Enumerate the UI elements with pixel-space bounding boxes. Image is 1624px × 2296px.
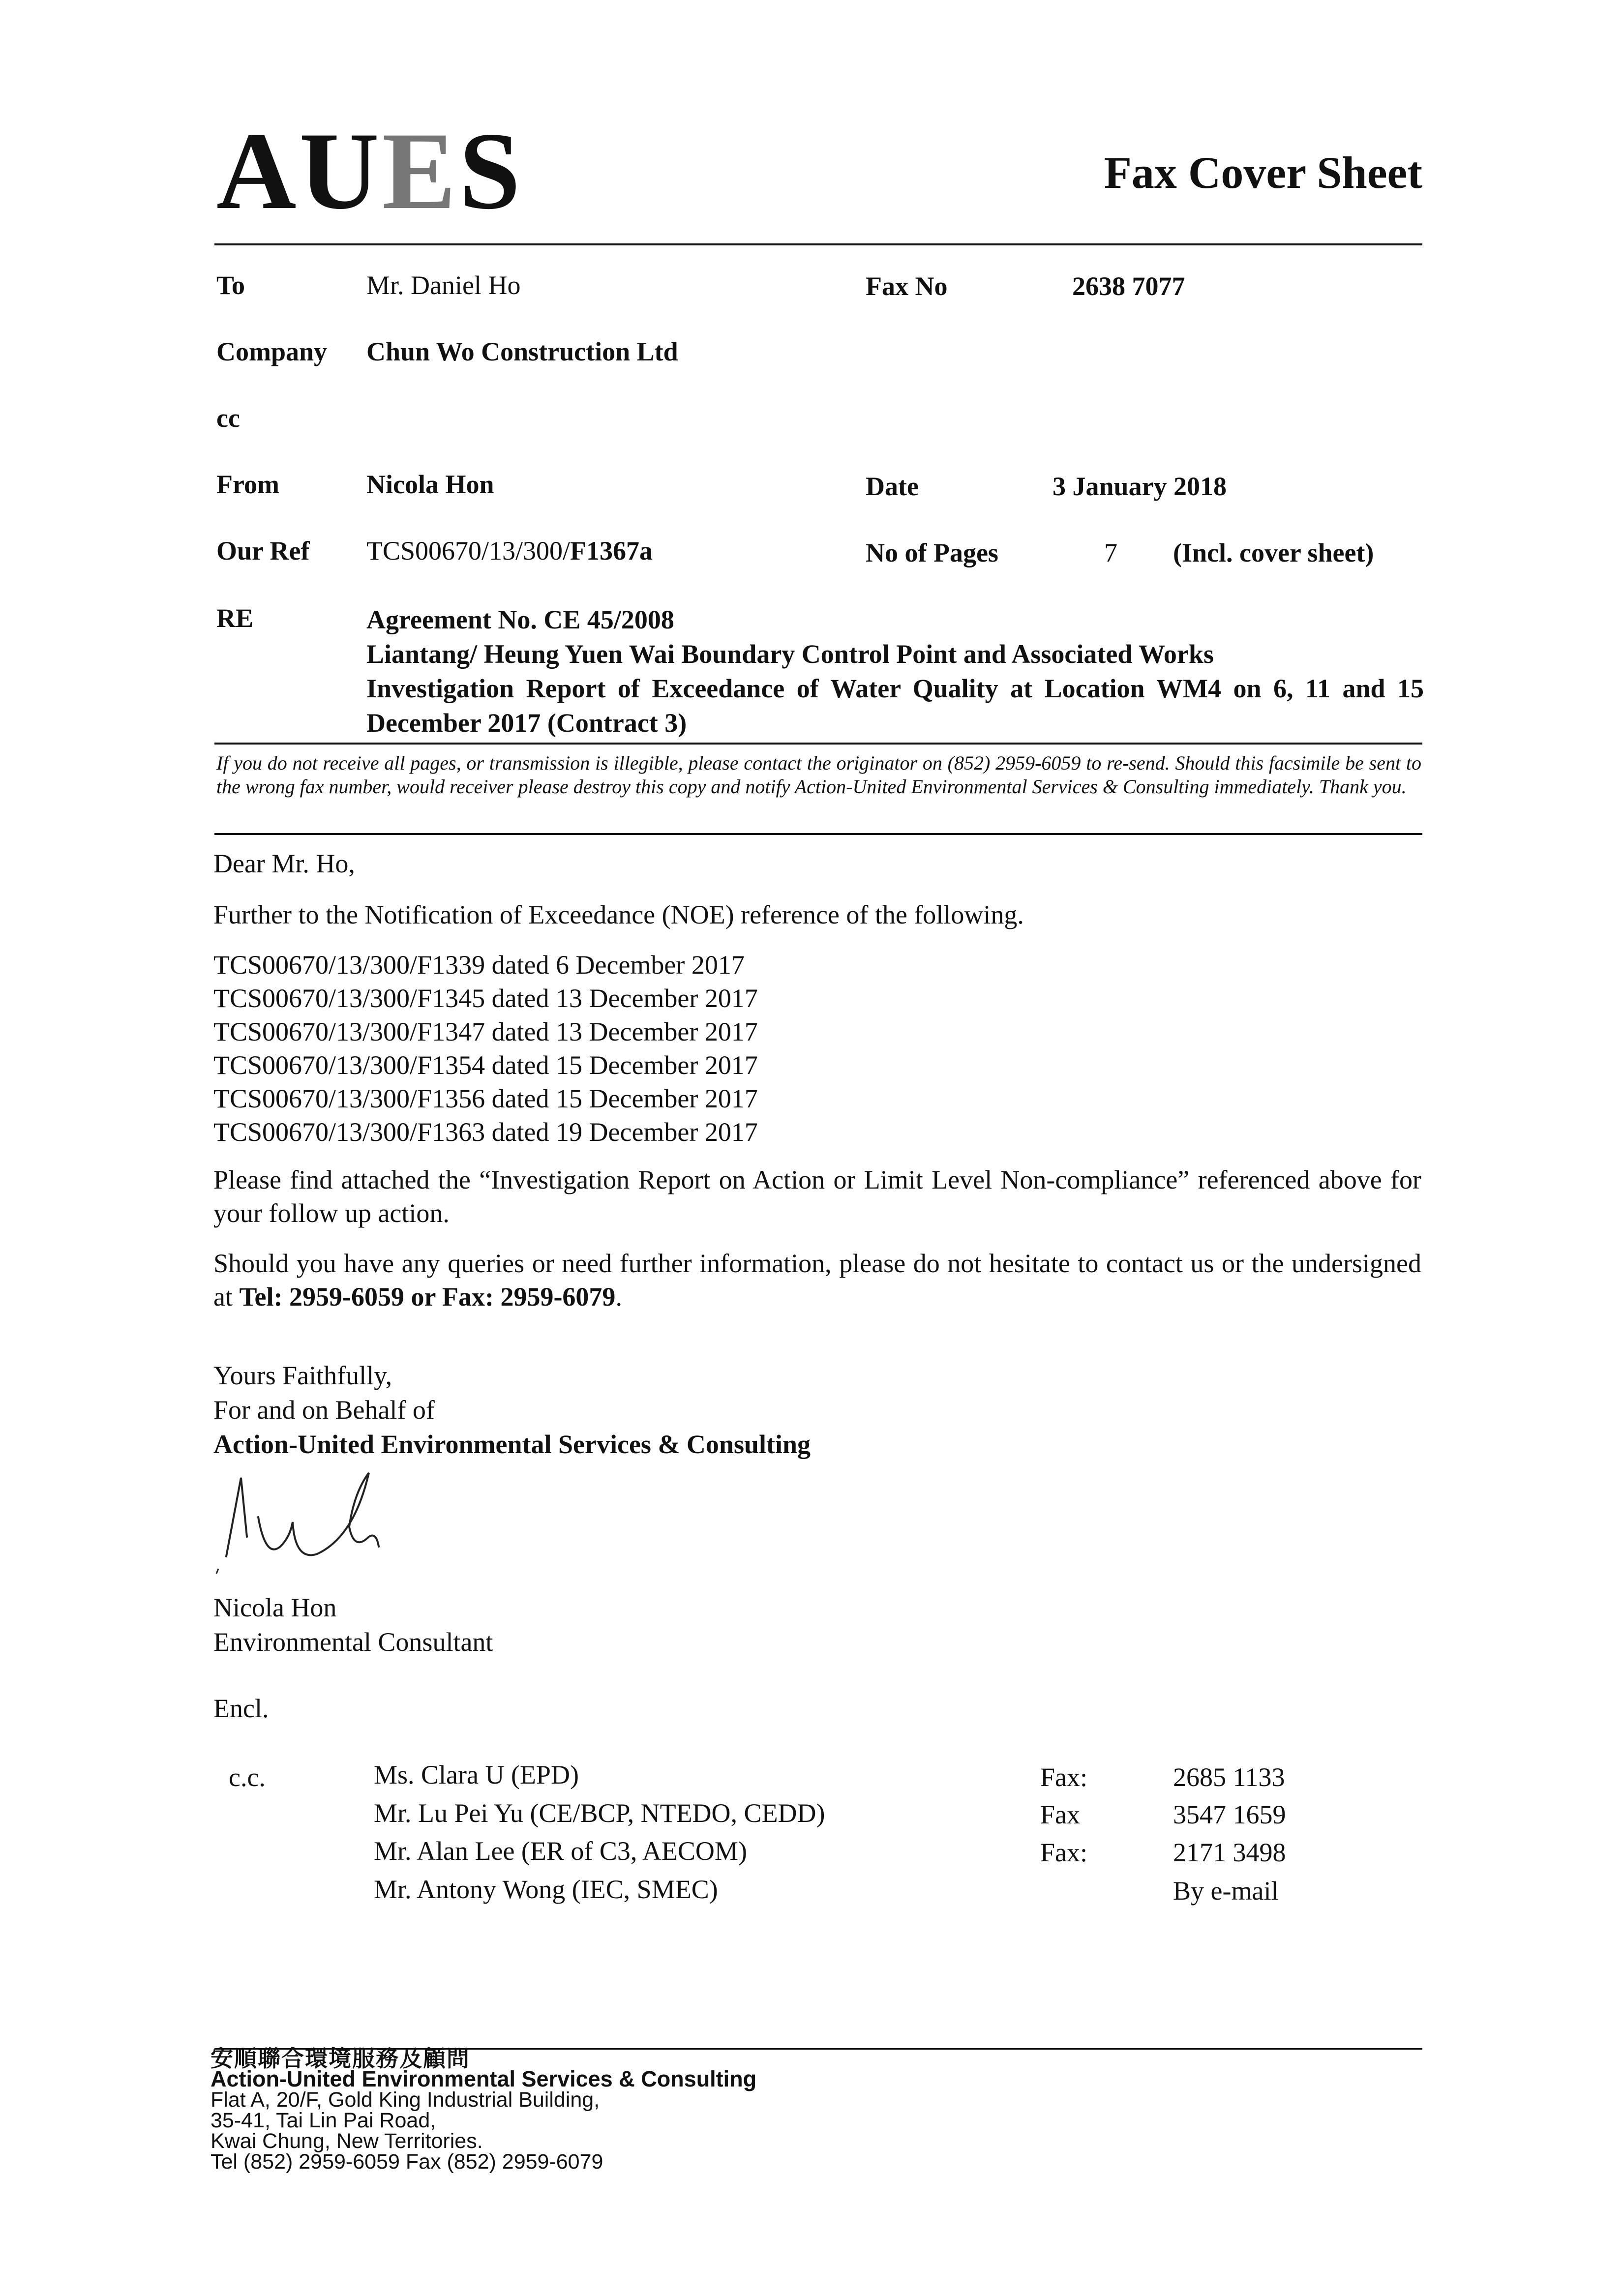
- organisation-name: Action-United Environmental Services & Consulting: [213, 1430, 811, 1459]
- intro-paragraph: Further to the Notification of Exceedance (NOE) reference of the following.: [213, 900, 1024, 929]
- our-ref-label: Our Ref: [216, 536, 310, 566]
- re-line-agreement: Agreement No. CE 45/2008: [366, 605, 674, 634]
- fax-no-value: 2638 7077: [1072, 271, 1185, 301]
- pages-note: (Incl. cover sheet): [1173, 538, 1374, 567]
- pages-value: 7: [1104, 538, 1117, 567]
- cc-label: cc: [216, 403, 240, 433]
- pages-label: No of Pages: [866, 538, 998, 567]
- salutation: Dear Mr. Ho,: [213, 849, 355, 878]
- re-line-project: Liantang/ Heung Yuen Wai Boundary Control Point and Associated Works: [366, 639, 1214, 669]
- cc-fax-number: 3547 1659: [1173, 1800, 1286, 1829]
- cc-name: Ms. Clara U (EPD): [374, 1760, 579, 1789]
- reference-item: TCS00670/13/300/F1354 dated 15 December 2017: [213, 1050, 758, 1080]
- footer-address-line: 35-41, Tai Lin Pai Road,: [211, 2109, 436, 2132]
- to-label: To: [216, 270, 245, 300]
- contact-paragraph: Should you have any queries or need further information, please do not hesitate to contact us or the undersigned at Tel: 2959-6059 or Fax: 2959-6079.: [213, 1249, 1421, 1312]
- to-value: Mr. Daniel Ho: [366, 270, 521, 300]
- cc-fax-label: Fax: [1040, 1800, 1080, 1829]
- cc-fax-label: Fax:: [1040, 1762, 1088, 1792]
- reference-item: TCS00670/13/300/F1347 dated 13 December 2017: [213, 1017, 758, 1046]
- cc-name: Mr. Lu Pei Yu (CE/BCP, NTEDO, CEDD): [374, 1798, 825, 1828]
- fax-no-label: Fax No: [866, 271, 948, 301]
- footer-chinese-name: 安順聯合環境服務及顧問: [211, 2046, 470, 2071]
- reference-item: TCS00670/13/300/F1339 dated 6 December 2017: [213, 950, 745, 980]
- re-subject: [366, 602, 1424, 740]
- our-ref-value: TCS00670/13/300/F1367a: [366, 536, 653, 566]
- reference-item: TCS00670/13/300/F1345 dated 13 December 2017: [213, 984, 758, 1013]
- company-label: Company: [216, 337, 328, 366]
- from-label: From: [216, 470, 279, 499]
- footer-company-name: Action-United Environmental Services & Consulting: [211, 2066, 757, 2091]
- footer-contact-line: Tel (852) 2959-6059 Fax (852) 2959-6079: [211, 2150, 603, 2174]
- footer-address-line: Kwai Chung, New Territories.: [211, 2129, 483, 2153]
- closing: Yours Faithfully,: [213, 1361, 392, 1390]
- disclaimer-bottom-divider: [214, 833, 1422, 835]
- header-divider: [214, 243, 1422, 245]
- cc-name: Mr. Antony Wong (IEC, SMEC): [374, 1875, 718, 1904]
- cc-fax-number: 2171 3498: [1173, 1838, 1286, 1867]
- cc-delivery-method: By e-mail: [1173, 1876, 1279, 1906]
- from-value: Nicola Hon: [366, 470, 494, 499]
- cc-name: Mr. Alan Lee (ER of C3, AECOM): [374, 1836, 747, 1866]
- reference-list: [213, 948, 758, 1149]
- attachment-paragraph: Please find attached the “Investigation Report on Action or Limit Level Non-compliance” referenced above for your follow up action.: [213, 1165, 1421, 1228]
- date-label: Date: [866, 472, 919, 501]
- page-title: Fax Cover Sheet: [1104, 148, 1422, 198]
- company-value: Chun Wo Construction Ltd: [366, 337, 678, 366]
- on-behalf-line: For and on Behalf of: [213, 1395, 435, 1425]
- signer-title: Environmental Consultant: [213, 1627, 493, 1657]
- date-value: 3 January 2018: [1053, 472, 1227, 501]
- signature-image: [207, 1463, 438, 1581]
- cc-block-label: c.c.: [229, 1762, 266, 1792]
- enclosure-label: Encl.: [213, 1694, 269, 1723]
- reference-item: TCS00670/13/300/F1356 dated 15 December 2017: [213, 1084, 758, 1113]
- reference-item: TCS00670/13/300/F1363 dated 19 December 2017: [213, 1117, 758, 1147]
- signer-name: Nicola Hon: [213, 1593, 337, 1622]
- disclaimer-text: If you do not receive all pages, or transmission is illegible, please contact the originator on (852) 2959-6059 to re-send. Should this facsimile be sent to the wrong fax number, would receiver please destroy this copy and notify Action-United Environmental Services & Consulting immediately. Thank you.: [216, 752, 1421, 798]
- cc-fax-number: 2685 1133: [1173, 1762, 1285, 1792]
- footer-address-block: [211, 2048, 756, 2172]
- disclaimer-top-divider: [214, 743, 1422, 745]
- cc-fax-label: Fax:: [1040, 1838, 1088, 1867]
- re-line-report: Investigation Report of Exceedance of Water Quality at Location WM4 on 6, 11 and 15 December 2017 (Contract 3): [366, 674, 1424, 738]
- footer-address-line: Flat A, 20/F, Gold King Industrial Building,: [211, 2088, 600, 2112]
- company-logo: AUES: [216, 109, 524, 232]
- re-label: RE: [216, 603, 254, 633]
